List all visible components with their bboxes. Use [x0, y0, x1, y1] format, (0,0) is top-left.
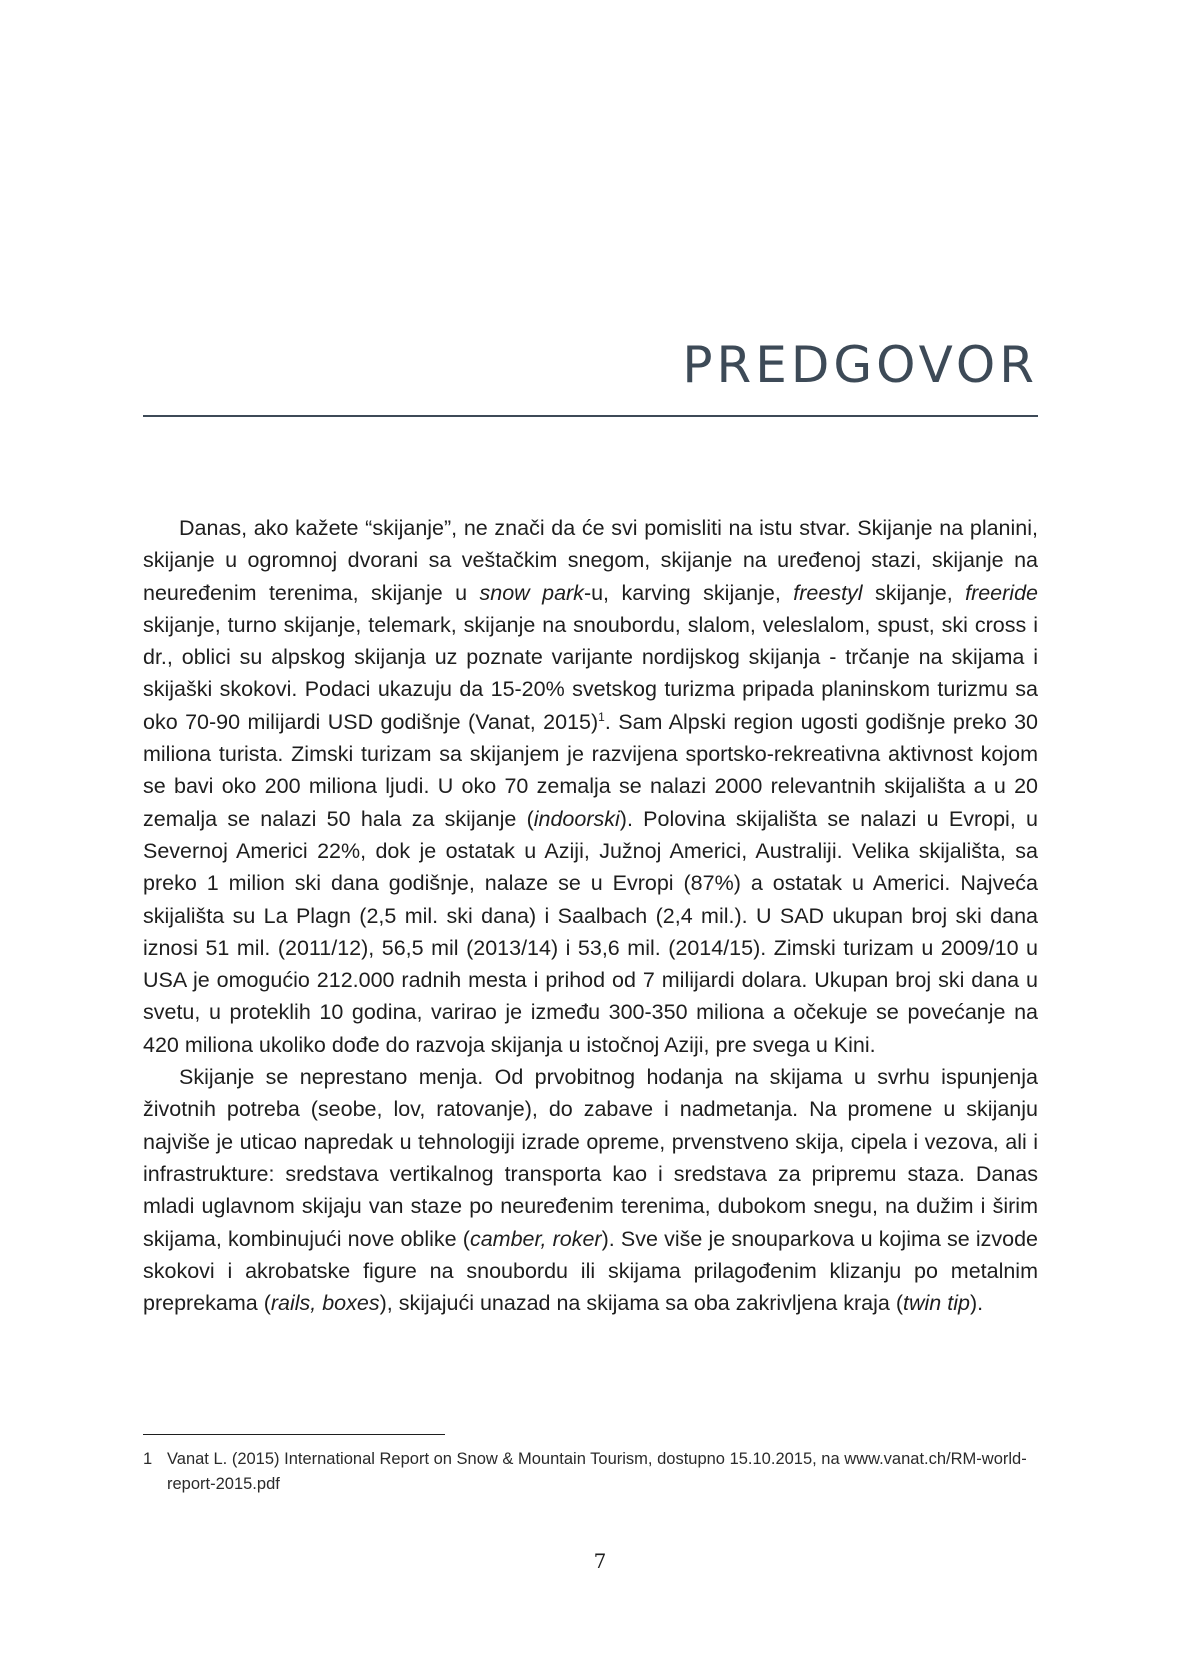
title-divider	[143, 415, 1038, 417]
text-run: . Sam Alpski region ugosti godišnje preko 30 miliona turista. Zimski turizam sa skijanjem je razvijena sportsko-rekreativna aktivnost kojom se bavi oko 200 miliona ljudi. U oko 70 zemalja se nalazi 2000 relevantnih skijališta a u 20 zemalja se nalazi 50 hala za skijanje (	[143, 709, 1038, 831]
paragraph-1	[143, 512, 1038, 1061]
italic-term: rails, boxes	[270, 1291, 380, 1316]
page-number: 7	[593, 1549, 607, 1573]
italic-term: camber, roker	[469, 1226, 602, 1251]
chapter-title: PREDGOVOR	[682, 336, 1038, 394]
italic-term: snow park	[479, 580, 584, 605]
footnote	[143, 1447, 1038, 1497]
italic-term: twin tip	[903, 1291, 970, 1316]
italic-term: freestyl	[793, 580, 863, 605]
text-run: ). Sve više je snouparkova u kojima se izvode skokovi i akrobatske figure na snoubordu ili skijama prilagođenim klizanju po metalnim preprekama (	[143, 1226, 1038, 1316]
text-run: skijanje, turno skijanje, telemark, skijanje na snoubordu, slalom, veleslalom, spust, ski cross i dr., oblici su alpskog skijanja uz poznate varijante nordijskog skijanja - trčanje na skijama i skijaški skokovi. Podaci ukazuju da 15-20% svetskog turizma pripada planinskom turizmu sa oko 70-90 milijardi USD godišnje (Vanat, 2015)	[143, 612, 1038, 734]
footnote-text: Vanat L. (2015) International Report on Snow & Mountain Tourism, dostupno 15.10.2015, na www.vanat.ch/RM-world-report-2015.pdf	[167, 1450, 1027, 1493]
italic-term: freeride	[965, 580, 1038, 605]
italic-term: indoorski	[533, 806, 620, 831]
text-run: ).	[969, 1291, 984, 1316]
text-run: skijanje,	[862, 580, 966, 605]
text-run: ), skijajući unazad na skijama sa oba zakrivljena kraja (	[379, 1291, 904, 1316]
body-text	[143, 512, 1038, 1319]
text-run: Danas, ako kažete “skijanje”, ne znači da će svi pomisliti na istu stvar. Skijanje na planini, skijanje u ogromnoj dvorani sa veštačkim snegom, skijanje na uređenoj stazi, skijanje na neuređenim terenima, skijanje u	[143, 516, 1038, 605]
footnote-ref: 1	[598, 709, 605, 724]
footnote-divider	[143, 1434, 445, 1435]
text-run: -u, karving skijanje,	[583, 580, 794, 605]
paragraph-2	[143, 1061, 1038, 1319]
text-run: Skijanje se neprestano menja. Od prvobitnog hodanja na skijama u svrhu ispunjenja životnih potreba (seobe, lov, ratovanje), do zabave i nadmetanja. Na promene u skijanju najviše je uticao napredak u tehnologiji izrade opreme, prvenstveno skija, cipela i vezova, ali i infrastrukture: sredstava vertikalnog transporta kao i sredstava za pripremu staza. Danas mladi uglavnom skijaju van staze po neuređenim terenima, dubokom snegu, na dužim i širim skijama, kombinujući nove oblike (	[143, 1065, 1038, 1251]
footnote-number: 1	[143, 1450, 153, 1468]
text-run: ). Polovina skijališta se nalazi u Evropi, u Severnoj Americi 22%, dok je ostatak u Aziji, Južnoj Americi, Australiji. Velika skijališta, sa preko 1 milion ski dana godišnje, nalaze se u Evropi (87%) a ostatak u Americi. Najveća skijališta su La Plagn (2,5 mil. ski dana) i Saalbach (2,4 mil.). U SAD ukupan broj ski dana iznosi 51 mil. (2011/12), 56,5 mil (2013/14) i 53,6 mil. (2014/15). Zimski turizam u 2009/10 u USA je omogućio 212.000 radnih mesta i prihod od 7 milijardi dolara. Ukupan broj ski dana u svetu, u proteklih 10 godina, varirao je između 300-350 miliona a očekuje se povećanje na 420 miliona ukoliko dođe do razvoja skijanja u istočnoj Aziji, pre svega u Kini.	[143, 806, 1038, 1057]
